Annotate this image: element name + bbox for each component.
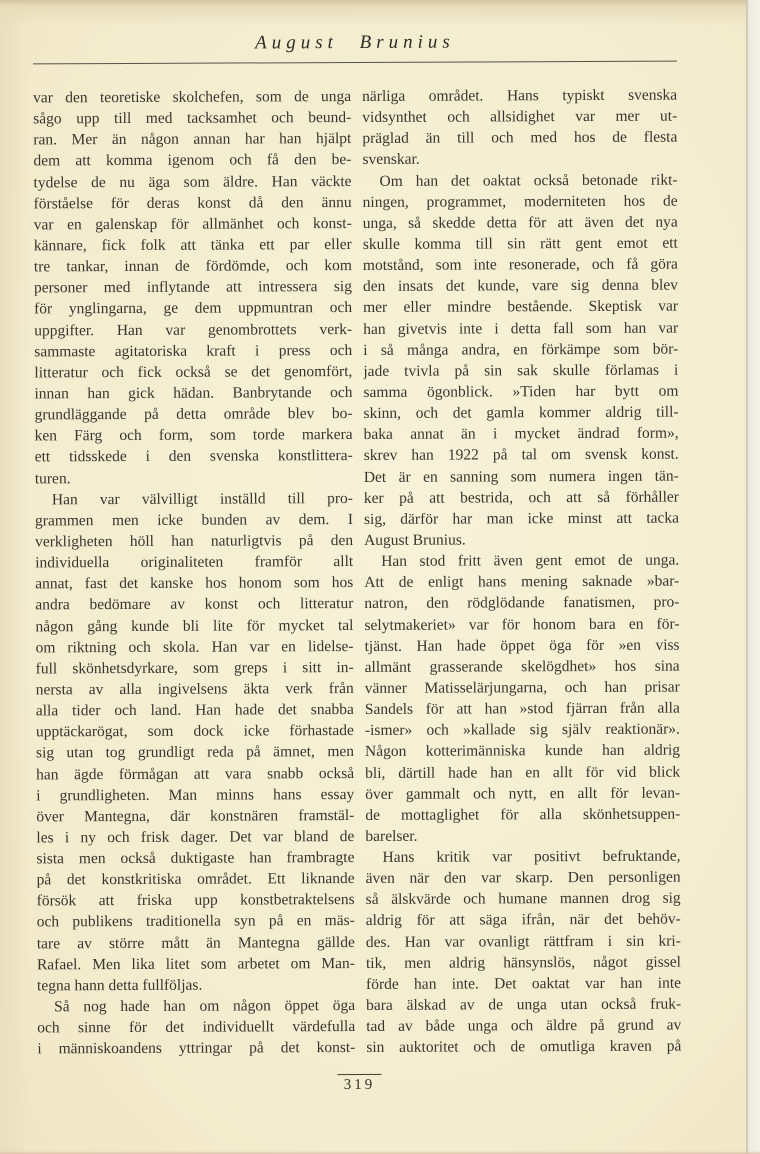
text-line: bara älskad av de unga utan också fruk-	[366, 995, 682, 1015]
text-line: aldrig för att säga ifrån, när det behöv-	[365, 911, 681, 930]
text-line: ett tidsskede i den svenska konstlittera-	[34, 447, 353, 466]
text-line: svenskar.	[362, 151, 420, 169]
text-line: sig, därför har man icke minst att tacka	[363, 509, 680, 528]
text-line: Så nog hade han om någon öppet öga	[54, 997, 356, 1016]
text-line: försök att friska upp konstbetraktelsens	[36, 891, 355, 910]
text-line: tik, men aldrig hänsynslös, något gissel	[365, 953, 681, 972]
text-line: barelser.	[365, 827, 418, 845]
text-line: grammen men icke bunden av dem. I	[34, 510, 354, 530]
text-line: baka annat än i mycket ändrad form»,	[363, 424, 679, 444]
text-line: någon gång kunde bli lite för mycket tal	[35, 616, 354, 635]
text-line: skulle komma till sin rätt gent emot ett	[362, 234, 678, 253]
text-line: den insats det kunde, vare sig denna blev	[362, 276, 679, 296]
text-line: nersta av alla ingivelsens äkta verk från	[35, 679, 354, 699]
text-line: sammaste agitatoriska kraft i press och	[34, 341, 353, 361]
text-line: jade tvivla på sin sak skulle förlamas i	[363, 361, 679, 380]
text-line: individuella originaliteten framför allt	[35, 553, 354, 572]
text-line: kännare, fick folk att tänka ett par eller	[33, 236, 352, 255]
text-line: allmänt grasserande skelögdhet» hos sina	[364, 657, 680, 676]
page-number: 319	[338, 1074, 382, 1094]
text-line: han givetvis inte i detta fall som han var	[363, 319, 679, 338]
text-line: des. Han var ovanligt rättfram i sin kri-	[365, 932, 681, 951]
text-line: förde han inte. Det oaktat var han inte	[365, 974, 682, 993]
text-line: ningen, programmet, moderniteten hos de	[362, 192, 678, 211]
text-line: tre tankar, innan de fördömde, och kom	[33, 257, 352, 276]
text-line: Hans kritik var positivt befruktande,	[382, 847, 681, 866]
text-columns	[33, 85, 681, 1060]
text-line: på det konstkritiska området. Ett liknande	[36, 870, 355, 889]
text-line: Sandels för att han »stod fjärran från alla	[364, 699, 680, 719]
text-line: natron, den rödglödande fanatismen, pro-	[364, 593, 680, 613]
text-line: uppgifter. Han var genombrottets verk-	[34, 320, 353, 339]
text-line: och publikens traditionella syn på en mäs-	[36, 912, 355, 931]
text-line: över Mantegna, där konstnären framstäl-	[36, 806, 355, 826]
scan-edge-right	[746, 0, 760, 1154]
text-line: tare av större mått än Mantegna gällde	[36, 933, 355, 953]
text-line: litteratur och fick också se det genomfört,	[34, 362, 353, 382]
text-line: ker på att bestrida, och att så förhåller	[363, 488, 679, 507]
text-line: han ägde förmågan att vara snabb också	[36, 764, 355, 783]
text-line: motstånd, som inte resonerade, och få göra	[362, 255, 678, 275]
text-line: sista men också duktigaste han frambragte	[36, 849, 355, 868]
text-line: turen.	[34, 469, 71, 487]
page-content	[33, 0, 682, 1154]
text-line: närliga området. Hans typiskt svenska	[362, 86, 678, 105]
text-line: var den teoretiske skolchefen, som de unga	[33, 88, 352, 107]
text-line: i så många andra, en förkämpe som bör-	[363, 340, 679, 359]
text-line: grundläggande på detta område blev bo-	[34, 405, 353, 424]
text-line: så älskvärde och humane mannen drog sig	[365, 889, 681, 909]
text-line: upptäckarögat, som dock icke förhastade	[35, 722, 354, 741]
text-line: verkligheten höll han naturligtvis på den	[35, 531, 354, 551]
text-line: full skönhetsdyrkare, som greps i sitt in-	[35, 658, 354, 678]
text-line: Det är en sanning som numera ingen tän-	[363, 467, 679, 486]
text-column-right	[362, 85, 681, 1059]
text-line: sin auktoritet och de omutliga kraven på	[366, 1037, 682, 1057]
text-line: Han stod fritt även gent emot de unga.	[381, 551, 680, 570]
text-line: unga, så skedde detta för att även det nya	[362, 213, 678, 232]
text-line: ran. Mer än någon annan har han hjälpt	[33, 130, 352, 149]
text-line: i människoandens yttringar på det konst-	[37, 1039, 356, 1058]
text-line: för ynglingarna, ge dem uppmuntran och	[34, 299, 353, 318]
running-head-title: August Brunius	[255, 31, 455, 54]
text-line: annat, fast det kanske hos honom som hos	[35, 574, 354, 593]
text-column-left	[33, 86, 355, 1060]
text-line: alla tider och land. Han hade det snabba	[35, 701, 354, 720]
text-line: Att de enligt hans mening saknade »bar-	[364, 572, 680, 592]
text-line: tjänst. Han hade öppet öga för »en viss	[364, 636, 680, 655]
text-line: les i ny och frisk dager. Det var bland de	[36, 827, 355, 847]
header-rule	[33, 61, 677, 65]
text-line: Om han det oaktat också betonade rikt-	[379, 171, 678, 190]
text-line: var en galenskap för allmänhet och konst-	[33, 214, 352, 234]
text-line: mer eller mindre bestående. Skeptisk var	[363, 297, 679, 317]
text-line: tegna hann detta fullföljas.	[36, 976, 203, 995]
text-line: vidsynthet och allsidighet var mer ut-	[362, 107, 678, 127]
text-line: sig utan tog grundligt reda på ämnet, men	[35, 743, 355, 762]
text-line: Någon kotterimänniska kunde han aldrig	[364, 741, 681, 761]
text-line: Han var välvilligt inställd till pro-	[51, 489, 353, 508]
text-line: samma ögonblick. »Tiden har bytt om	[363, 382, 679, 401]
page-footer	[37, 1073, 681, 1096]
text-line: tad av både unga och äldre på grund av	[366, 1016, 682, 1036]
text-line: om riktning och skola. Han var en lidelse-	[35, 637, 354, 657]
text-line: Rafael. Men lika litet som arbetet om Man-	[36, 954, 355, 974]
text-line: de mottaglighet för alla skönhetsuppen-	[365, 805, 681, 824]
text-line: andra bedömare av konst och litteratur	[35, 595, 354, 614]
text-line: förståelse för deras konst då den ännu	[33, 193, 352, 213]
text-line: även när den var skarp. Den personligen	[365, 868, 681, 888]
text-line: skrev han 1922 på tal om svensk konst.	[363, 445, 679, 465]
text-line: i grundligheten. Man minns hans essay	[36, 785, 355, 805]
text-line: selytmakeriet» var för honom bara en för-	[364, 615, 680, 634]
text-line: präglad än till och med hos de flesta	[362, 128, 678, 148]
text-line: personer med inflytande att intressera sig	[33, 278, 353, 297]
text-line: bli, därtill hade han en allt för vid blick	[365, 763, 681, 782]
text-line: skinn, och det gamla kommer aldrig till-	[363, 403, 679, 423]
text-line: över gammalt och nytt, en allt för levan-	[365, 784, 681, 803]
text-line: vänner Matisselärjungarna, och han prisar	[364, 678, 680, 697]
text-line: innan han gick hädan. Banbrytande och	[34, 383, 353, 403]
text-line: -ismer» och »kallade sig själv reaktionär».	[364, 720, 680, 740]
text-line: dem att komma igenom och få den be-	[33, 151, 352, 170]
text-line: August Brunius.	[364, 531, 466, 549]
text-line: tydelse de nu äga som äldre. Han väckte	[33, 172, 352, 191]
text-line: ken Färg och form, som torde markera	[34, 426, 353, 445]
text-line: och sinne för det individuellt värdefulla	[37, 1018, 356, 1037]
text-line: sågo upp till med tacksamhet och beund-	[33, 109, 352, 128]
